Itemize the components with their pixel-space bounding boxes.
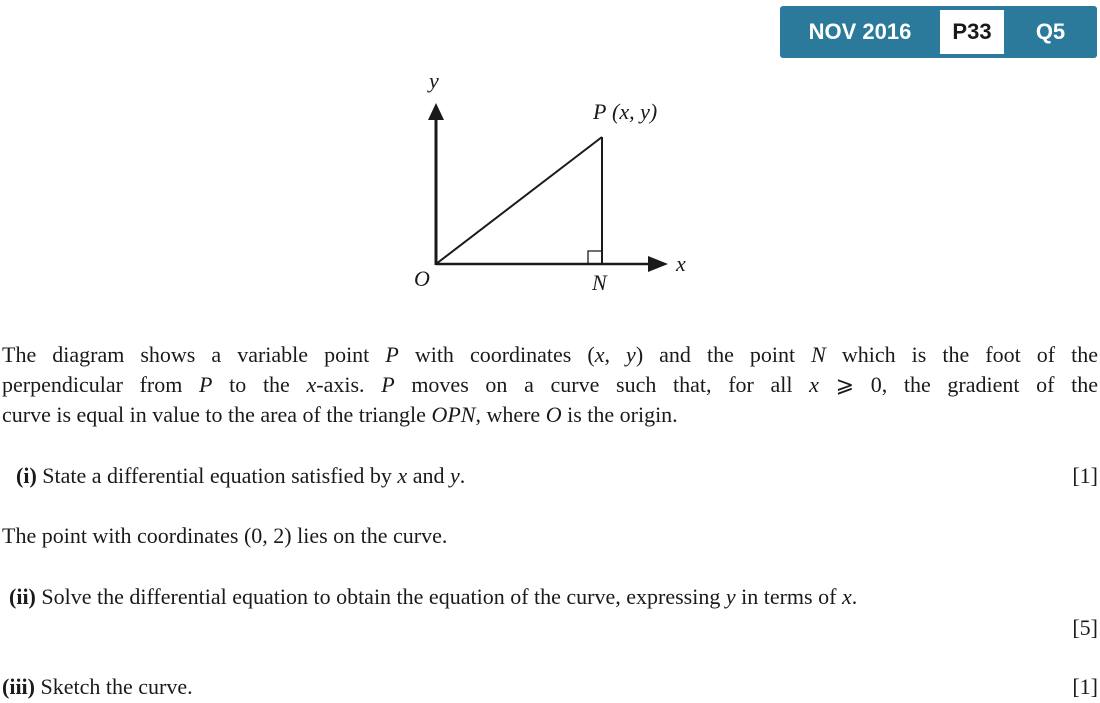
point-p-coords: (x, y) [612, 99, 658, 124]
y-axis-label: y [429, 68, 439, 93]
question-intro [2, 340, 1098, 430]
part-iii: (iii) Sketch the curve. [2, 674, 193, 699]
part-ii-label: (ii) [9, 584, 36, 609]
badge-session: NOV 2016 [808, 19, 912, 44]
badge-question: Q5 [1035, 19, 1066, 44]
right-angle-marker [588, 251, 602, 264]
part-ii-marks: [5] [1072, 615, 1098, 640]
part-i-label: (i) [16, 463, 37, 488]
intro-line-1: The diagram shows a variable point P with coordinates (x, y) and the point N which is the foot of the [2, 342, 1098, 367]
x-axis-label: x [676, 251, 686, 276]
y-axis-arrowhead [428, 103, 444, 120]
part-i: (i) State a differential equation satisfied by x and y. [16, 463, 466, 488]
point-n-label: N [592, 270, 607, 295]
badge-paper: P33 [940, 10, 1004, 54]
intro-line-2: perpendicular from P to the x-axis. P moves on a curve such that, for all x ⩾ 0, the gradient of the [2, 372, 1099, 397]
x-axis-arrowhead [648, 256, 668, 272]
part-iii-marks: [1] [1072, 674, 1098, 699]
origin-label: O [414, 266, 430, 291]
part-ii: (ii) Solve the differential equation to obtain the equation of the curve, expressing y in terms of x. [9, 584, 858, 609]
triangle-diagram [0, 0, 1100, 330]
intro-line-3: curve is equal in value to the area of the triangle OPN, where O is the origin. [2, 402, 678, 427]
point-statement: The point with coordinates (0, 2) lies on the curve. [2, 523, 448, 548]
line-op [436, 137, 602, 264]
point-p-label: P [593, 99, 607, 124]
part-i-marks: [1] [1072, 463, 1098, 488]
part-iii-label: (iii) [2, 674, 35, 699]
